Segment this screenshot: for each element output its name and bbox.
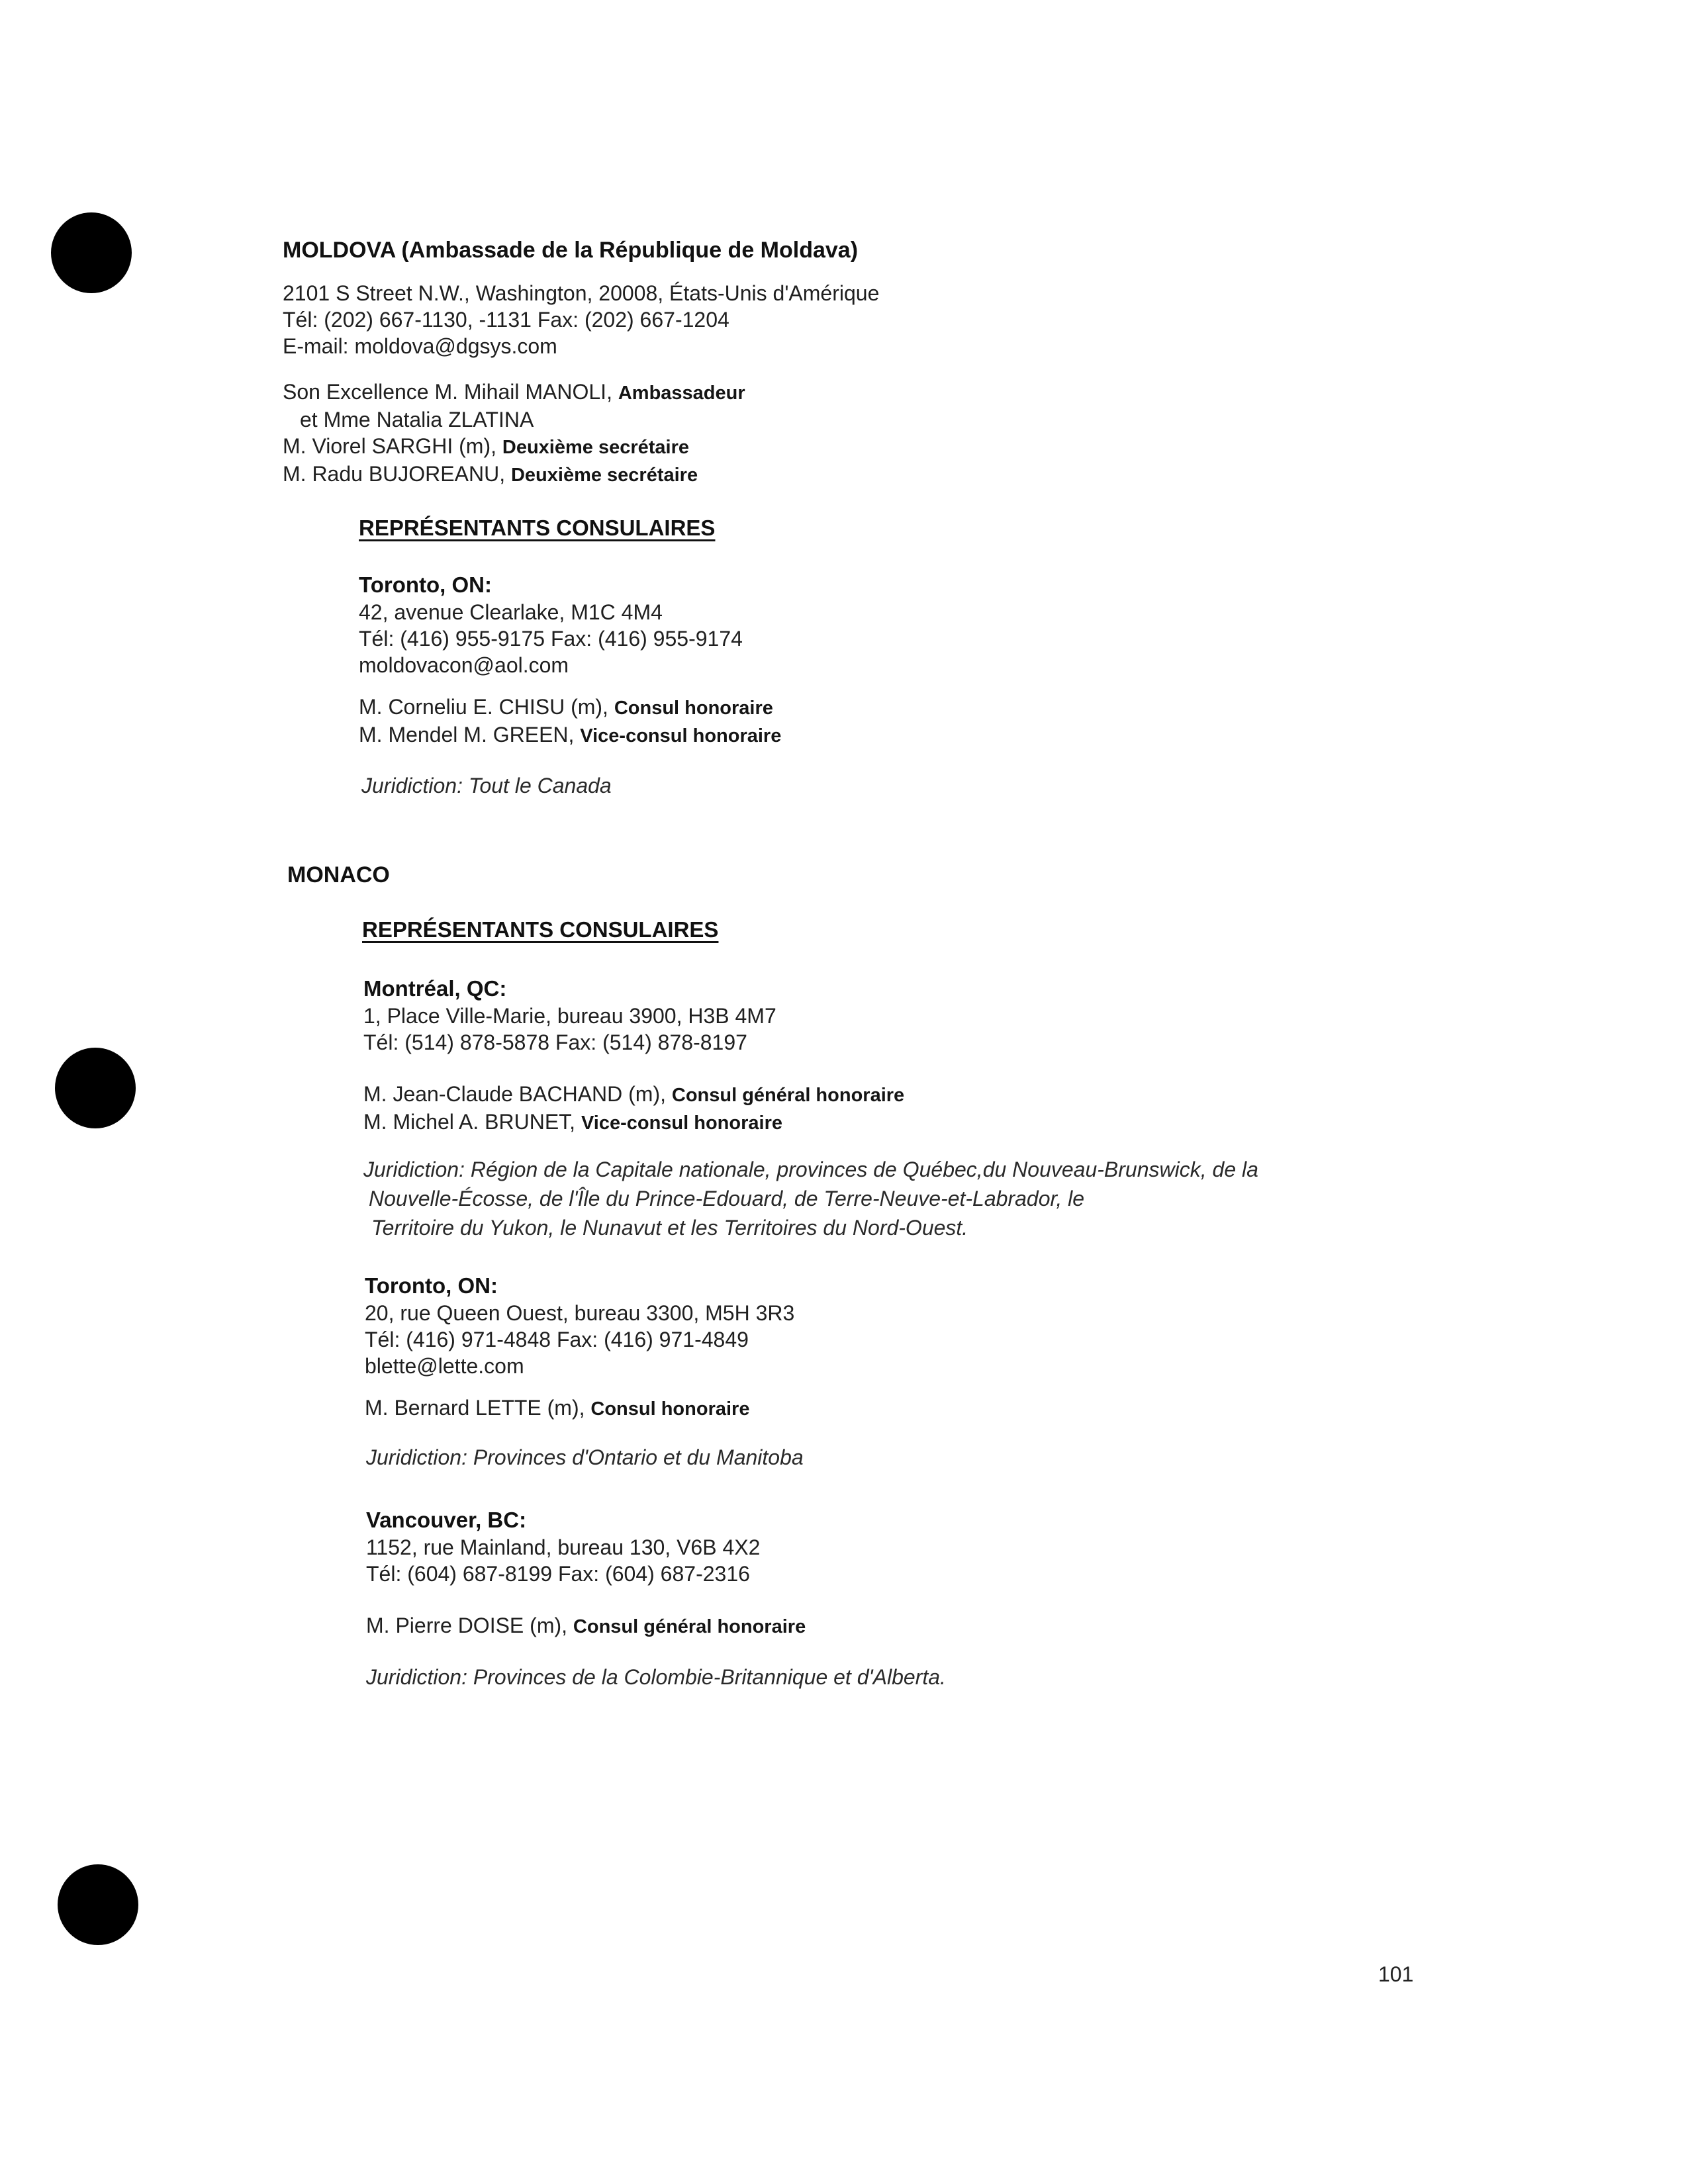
address-line: 1, Place Ville-Marie, bureau 3900, H3B 4M7 (363, 1004, 776, 1028)
punch-hole (51, 212, 132, 293)
jurisdiction-line: Juridiction: Région de la Capitale nationale, provinces de Québec,du Nouveau-Brunswick, de la (363, 1158, 1258, 1181)
country-heading-monaco: MONACO (287, 862, 390, 887)
staff-entry (359, 694, 781, 721)
city-heading: Toronto, ON: (365, 1273, 498, 1298)
staff-title: Vice-consul honoraire (581, 1113, 782, 1134)
jurisdiction-text: Juridiction: Provinces d'Ontario et du Manitoba (366, 1445, 804, 1469)
staff-name: M. Jean-Claude BACHAND (m), (363, 1082, 666, 1106)
email-line: E-mail: moldova@dgsys.com (283, 334, 557, 358)
consular-section-heading: REPRÉSENTANTS CONSULAIRES (359, 516, 716, 540)
punch-hole (58, 1864, 138, 1945)
moldova-toronto-staff (359, 694, 781, 749)
address-line: 42, avenue Clearlake, M1C 4M4 (359, 600, 663, 624)
punch-hole (55, 1048, 136, 1128)
staff-title: Deuxième secrétaire (510, 465, 698, 486)
staff-title: Consul honoraire (614, 698, 773, 719)
phone-fax-line: Tél: (202) 667-1130, -1131 Fax: (202) 667-1204 (283, 308, 729, 332)
country-heading-moldova: MOLDOVA (Ambassade de la République de Moldava) (283, 238, 859, 263)
staff-title: Consul général honoraire (671, 1085, 905, 1106)
address-line: 20, rue Queen Ouest, bureau 3300, M5H 3R3 (365, 1301, 795, 1325)
staff-entry (366, 1612, 806, 1640)
staff-title: Ambassadeur (618, 383, 745, 404)
monaco-vancouver-block (366, 1506, 760, 1587)
staff-title: Vice-consul honoraire (580, 725, 782, 747)
staff-entry (365, 1394, 749, 1422)
city-heading: Vancouver, BC: (366, 1508, 527, 1532)
staff-name: M. Corneliu E. CHISU (m), (359, 695, 608, 719)
address-line: 2101 S Street N.W., Washington, 20008, États-Unis d'Amérique (283, 281, 880, 305)
city-heading: Montréal, QC: (363, 976, 507, 1001)
staff-entry (359, 721, 781, 749)
moldova-staff-list (283, 379, 745, 488)
staff-entry (283, 406, 745, 433)
staff-entry (363, 1109, 904, 1136)
consular-section-heading: REPRÉSENTANTS CONSULAIRES (362, 917, 719, 942)
staff-name: M. Pierre DOISE (m), (366, 1614, 568, 1637)
jurisdiction-line: Territoire du Yukon, le Nunavut et les Territoires du Nord-Ouest. (371, 1216, 968, 1240)
staff-entry (283, 379, 745, 406)
moldova-toronto-block (359, 571, 743, 678)
monaco-montreal-jurisdiction (363, 1155, 1258, 1242)
staff-name: M. Viorel SARGHI (m), (283, 434, 496, 458)
monaco-toronto-block (365, 1272, 794, 1379)
city-heading: Toronto, ON: (359, 572, 492, 597)
email-line: blette@lette.com (365, 1354, 524, 1378)
monaco-montreal-block (363, 975, 776, 1056)
page-number: 101 (1378, 1962, 1414, 1986)
monaco-montreal-staff (363, 1081, 904, 1136)
staff-name: et Mme Natalia ZLATINA (300, 408, 534, 432)
phone-fax-line: Tél: (604) 687-8199 Fax: (604) 687-2316 (366, 1562, 750, 1586)
jurisdiction-line: Nouvelle-Écosse, de l'Île du Prince-Edouard, de Terre-Neuve-et-Labrador, le (369, 1187, 1085, 1210)
phone-fax-line: Tél: (416) 955-9175 Fax: (416) 955-9174 (359, 627, 743, 651)
staff-name: M. Michel A. BRUNET, (363, 1110, 576, 1134)
phone-fax-line: Tél: (514) 878-5878 Fax: (514) 878-8197 (363, 1030, 747, 1054)
staff-name: M. Mendel M. GREEN, (359, 723, 575, 747)
jurisdiction-text: Juridiction: Provinces de la Colombie-Britannique et d'Alberta. (366, 1665, 946, 1689)
staff-name: M. Radu BUJOREANU, (283, 462, 506, 486)
staff-entry (363, 1081, 904, 1109)
monaco-vancouver-staff (366, 1612, 806, 1640)
staff-title: Consul honoraire (590, 1398, 750, 1420)
staff-title: Consul général honoraire (573, 1616, 806, 1637)
staff-entry (283, 461, 745, 488)
jurisdiction-text: Juridiction: Tout le Canada (361, 774, 612, 797)
address-line: 1152, rue Mainland, bureau 130, V6B 4X2 (366, 1535, 761, 1559)
staff-entry (283, 433, 745, 461)
staff-name: Son Excellence M. Mihail MANOLI, (283, 380, 612, 404)
email-line: moldovacon@aol.com (359, 653, 569, 677)
moldova-address-block (283, 280, 879, 359)
staff-title: Deuxième secrétaire (502, 437, 690, 458)
phone-fax-line: Tél: (416) 971-4848 Fax: (416) 971-4849 (365, 1328, 749, 1351)
staff-name: M. Bernard LETTE (m), (365, 1396, 585, 1420)
monaco-toronto-staff (365, 1394, 749, 1422)
